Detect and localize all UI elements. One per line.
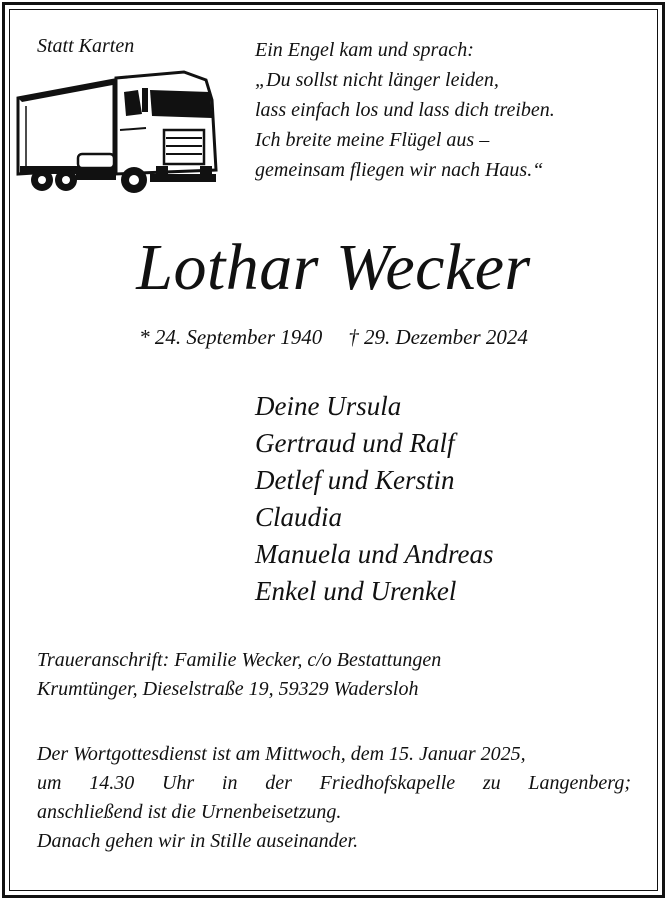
death-date: † 29. Dezember 2024: [348, 325, 528, 349]
mourner-entry: Detlef und Kerstin: [255, 465, 455, 495]
address-line: Krumtünger, Dieselstraße 19, 59329 Wadersloh: [37, 678, 419, 700]
birth-date: * 24. September 1940: [139, 325, 323, 349]
mourner-entry: Enkel und Urenkel: [255, 576, 457, 606]
address-line: Traueranschrift: Familie Wecker, c/o Bestattungen: [37, 649, 442, 671]
mourners-list: [255, 388, 493, 610]
poem-line: lass einfach los und lass dich treiben.: [255, 99, 555, 121]
mourner-entry: Gertraud und Ralf: [255, 428, 455, 458]
poem: [255, 35, 555, 185]
poem-line: „Du sollst nicht länger leiden,: [255, 69, 499, 91]
service-line: Danach gehen wir in Stille auseinander.: [37, 830, 359, 852]
service-line: Der Wortgottesdienst ist am Mittwoch, dem 15. Januar 2025,: [37, 743, 526, 765]
poem-line: Ein Engel kam und sprach:: [255, 39, 474, 61]
truck-icon: [16, 70, 220, 195]
service-line: um 14.30 Uhr in der Friedhofskapelle zu Langenberg;: [37, 772, 631, 794]
life-dates: [0, 323, 667, 351]
mourner-entry: Claudia: [255, 502, 343, 532]
service-line: anschließend ist die Urnenbeisetzung.: [37, 801, 342, 823]
mourner-entry: Deine Ursula: [255, 391, 402, 421]
poem-line: Ich breite meine Flügel aus –: [255, 129, 490, 151]
mourner-entry: Manuela und Andreas: [255, 539, 494, 569]
poem-line: gemeinsam fliegen wir nach Haus.“: [255, 159, 544, 181]
mourning-address: [37, 646, 441, 704]
service-info: [37, 740, 631, 856]
statt-karten-label: Statt Karten: [37, 35, 135, 57]
deceased-name: Lothar Wecker: [136, 231, 531, 304]
